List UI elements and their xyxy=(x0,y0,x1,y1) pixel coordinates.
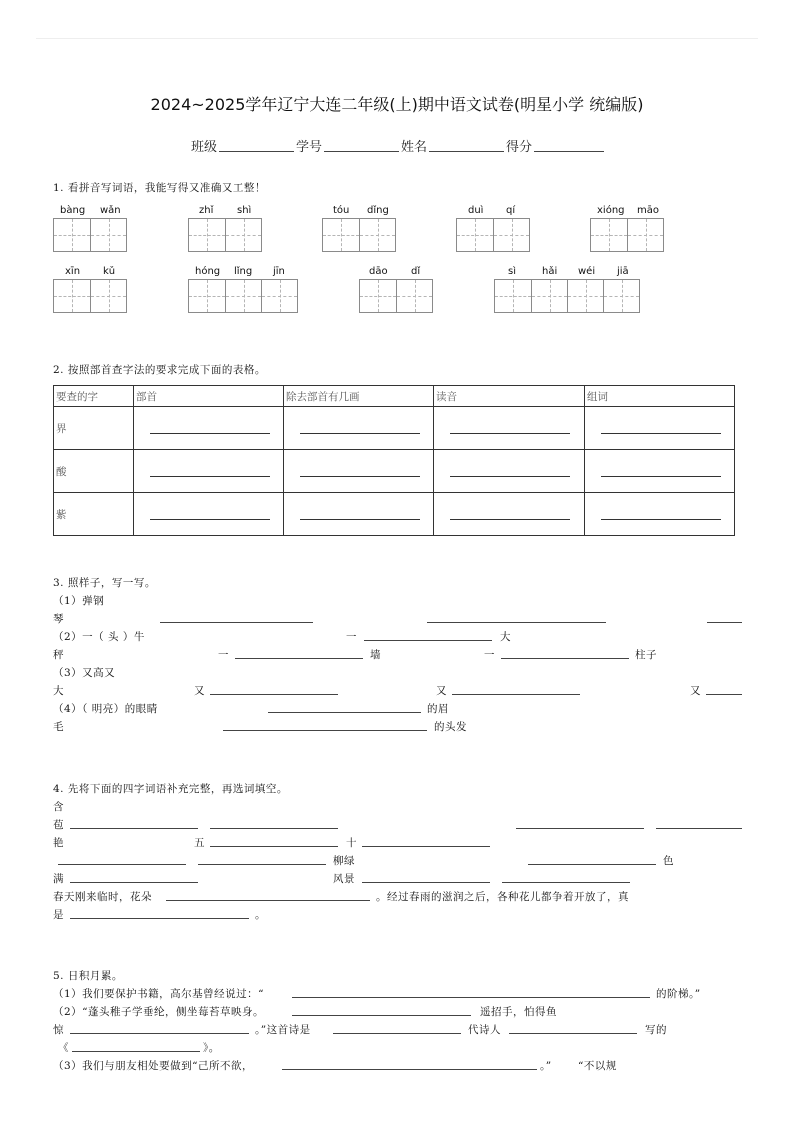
answer-blank[interactable] xyxy=(292,1015,471,1016)
answer-blank[interactable] xyxy=(450,466,570,477)
q3-item-3-cont: 大 xyxy=(53,685,64,697)
q4-text: 含 xyxy=(53,801,64,813)
answer-blank[interactable] xyxy=(198,864,326,865)
pinyin: xióng xyxy=(597,205,625,216)
q5-line: 写的 xyxy=(645,1024,667,1036)
writing-grid[interactable] xyxy=(494,279,640,313)
writing-grid[interactable] xyxy=(188,279,298,313)
q5-line: （3）我们与朋友相处要做到“己所不欲， xyxy=(53,1060,254,1072)
answer-blank[interactable] xyxy=(300,509,420,520)
answer-blank[interactable] xyxy=(601,466,721,477)
pinyin: hǎi xyxy=(542,266,558,277)
q4-sentence: 。经过春雨的滋润之后，各种花儿都争着开放了，真 xyxy=(376,891,629,903)
answer-blank[interactable] xyxy=(601,509,721,520)
class-blank[interactable] xyxy=(219,151,294,152)
answer-blank[interactable] xyxy=(72,1051,200,1052)
writing-grid[interactable] xyxy=(456,218,530,252)
q3-text: 一 xyxy=(484,649,495,661)
pinyin: dǐng xyxy=(367,205,389,216)
q4-text: 风景 xyxy=(333,873,355,885)
answer-blank[interactable] xyxy=(362,846,490,847)
pinyin: bàng xyxy=(60,205,86,216)
writing-grid[interactable] xyxy=(359,279,433,313)
answer-blank[interactable] xyxy=(502,882,630,883)
q3-item-2-cont: 秤 xyxy=(53,649,64,661)
q4-sentence: 。 xyxy=(255,909,266,921)
q4-text: 苞 xyxy=(53,819,64,831)
q5-line: （1）我们要保护书籍，高尔基曾经说过：“ xyxy=(53,988,265,1000)
pinyin: dāo xyxy=(369,266,388,277)
writing-grid[interactable] xyxy=(590,218,664,252)
pinyin: māo xyxy=(637,205,659,216)
q5-line: “不以规 xyxy=(578,1060,617,1072)
q3-item-4-cont: 毛 xyxy=(53,721,64,733)
score-label: 得分 xyxy=(506,140,533,155)
answer-blank[interactable] xyxy=(300,423,420,434)
answer-blank[interactable] xyxy=(364,640,492,641)
answer-blank[interactable] xyxy=(58,864,186,865)
answer-blank[interactable] xyxy=(516,828,644,829)
class-label: 班级 xyxy=(191,140,218,155)
q3-text: 又 xyxy=(690,685,701,697)
question-2-prompt: 2. 按照部首查字法的要求完成下面的表格。 xyxy=(53,364,266,376)
q4-text: 满 xyxy=(53,873,64,885)
q3-text: 大 xyxy=(500,631,511,643)
pinyin: jīn xyxy=(273,266,285,277)
answer-blank[interactable] xyxy=(333,1033,461,1034)
answer-blank[interactable] xyxy=(509,1033,637,1034)
q3-item-2: （2）一（ 头 ）牛 xyxy=(53,631,145,643)
answer-blank[interactable] xyxy=(70,1033,249,1034)
question-3-prompt: 3. 照样子，写一写。 xyxy=(53,577,156,589)
table-row-character: 界 xyxy=(54,407,134,450)
answer-blank[interactable] xyxy=(292,997,650,998)
table-header: 部首 xyxy=(134,386,284,407)
q4-text: 艳 xyxy=(53,837,64,849)
name-blank[interactable] xyxy=(429,151,504,152)
pinyin: dǐ xyxy=(411,266,421,277)
writing-grid[interactable] xyxy=(53,279,127,313)
q4-text: 色 xyxy=(663,855,674,867)
q3-text: 一 xyxy=(346,631,357,643)
table-header: 除去部首有几画 xyxy=(284,386,434,407)
name-label: 姓名 xyxy=(401,140,428,155)
answer-blank[interactable] xyxy=(707,622,742,623)
q3-item-1-cont: 琴 xyxy=(53,613,64,625)
answer-blank[interactable] xyxy=(362,882,490,883)
pinyin: hóng xyxy=(195,266,221,277)
pinyin: wǎn xyxy=(100,205,121,216)
pinyin: qí xyxy=(506,205,516,216)
answer-blank[interactable] xyxy=(427,622,606,623)
writing-grid[interactable] xyxy=(188,218,262,252)
answer-blank[interactable] xyxy=(656,828,742,829)
q5-line: （2）“蓬头稚子学垂纶，侧坐莓苔草映身。 xyxy=(53,1006,265,1018)
q5-line: 代诗人 xyxy=(468,1024,501,1036)
answer-blank[interactable] xyxy=(210,694,338,695)
q4-sentence: 春天刚来临时，花朵 xyxy=(53,891,152,903)
answer-blank[interactable] xyxy=(706,694,742,695)
student-number-label: 学号 xyxy=(296,140,323,155)
pinyin: wéi xyxy=(578,266,596,277)
pinyin: jiā xyxy=(617,266,629,277)
q3-text: 的眉 xyxy=(427,703,449,715)
q3-text: 又 xyxy=(194,685,205,697)
writing-grid[interactable] xyxy=(322,218,396,252)
pinyin: zhǐ xyxy=(199,205,214,216)
answer-blank[interactable] xyxy=(70,918,249,919)
answer-blank[interactable] xyxy=(210,846,338,847)
q4-sentence: 是 xyxy=(53,909,64,921)
q3-text: 墙 xyxy=(370,649,381,661)
question-5-prompt: 5. 日积月累。 xyxy=(53,970,123,982)
answer-blank[interactable] xyxy=(452,694,580,695)
answer-blank[interactable] xyxy=(210,828,338,829)
question-4-prompt: 4. 先将下面的四字词语补充完整，再选词填空。 xyxy=(53,783,288,795)
answer-blank[interactable] xyxy=(235,658,363,659)
pinyin: xīn xyxy=(65,266,81,277)
page-top-rule xyxy=(36,38,758,39)
writing-grid[interactable] xyxy=(53,218,127,252)
q5-line: 《 xyxy=(58,1042,69,1054)
pinyin: sì xyxy=(508,266,516,277)
q3-item-4: （4）（ 明亮）的眼睛 xyxy=(53,703,158,715)
answer-blank[interactable] xyxy=(70,828,198,829)
table-row-character: 酸 xyxy=(54,450,134,493)
score-blank[interactable] xyxy=(534,151,604,152)
q3-text: 一 xyxy=(218,649,229,661)
q3-item-1: （1）弹钢 xyxy=(53,595,105,607)
pinyin: kǔ xyxy=(103,266,116,277)
q3-text: 柱子 xyxy=(635,649,657,661)
table-header: 读音 xyxy=(434,386,585,407)
pinyin: duì xyxy=(468,205,484,216)
exam-title: 2024~2025学年辽宁大连二年级(上)期中语文试卷(明星小学 统编版) xyxy=(150,95,644,114)
answer-blank[interactable] xyxy=(166,900,370,901)
answer-blank[interactable] xyxy=(501,658,629,659)
q5-line: 》。 xyxy=(203,1042,220,1054)
answer-blank[interactable] xyxy=(300,466,420,477)
q3-item-3: （3）又高又 xyxy=(53,667,116,679)
answer-blank[interactable] xyxy=(450,509,570,520)
answer-blank[interactable] xyxy=(601,423,721,434)
table-row-character: 紫 xyxy=(54,493,134,536)
q4-text: 十 xyxy=(346,837,357,849)
question-1-prompt: 1. 看拼音写词语，我能写得又准确又工整！ xyxy=(53,182,266,194)
answer-blank[interactable] xyxy=(223,730,427,731)
q5-line: 的阶梯。” xyxy=(656,988,701,1000)
pinyin: lǐng xyxy=(234,266,253,277)
table-header: 组词 xyxy=(585,386,735,407)
answer-blank[interactable] xyxy=(160,622,313,623)
answer-blank[interactable] xyxy=(150,423,270,434)
pinyin: tóu xyxy=(333,205,350,216)
answer-blank[interactable] xyxy=(150,509,270,520)
radical-lookup-table xyxy=(53,385,735,536)
table-header: 要查的字 xyxy=(54,386,134,407)
answer-blank[interactable] xyxy=(528,864,656,865)
answer-blank[interactable] xyxy=(70,882,198,883)
answer-blank[interactable] xyxy=(450,423,570,434)
q5-line: 。”这首诗是 xyxy=(255,1024,311,1036)
q3-text: 又 xyxy=(436,685,447,697)
q4-text: 柳绿 xyxy=(333,855,355,867)
answer-blank[interactable] xyxy=(268,712,421,713)
answer-blank[interactable] xyxy=(150,466,270,477)
answer-blank[interactable] xyxy=(282,1069,537,1070)
q5-line: 惊 xyxy=(53,1024,64,1036)
q4-text: 五 xyxy=(194,837,205,849)
student-number-blank[interactable] xyxy=(324,151,399,152)
pinyin: shì xyxy=(237,205,252,216)
q3-text: 的头发 xyxy=(434,721,467,733)
q5-line: 。” xyxy=(540,1060,552,1072)
q5-line: 遥招手，怕得鱼 xyxy=(480,1006,557,1018)
